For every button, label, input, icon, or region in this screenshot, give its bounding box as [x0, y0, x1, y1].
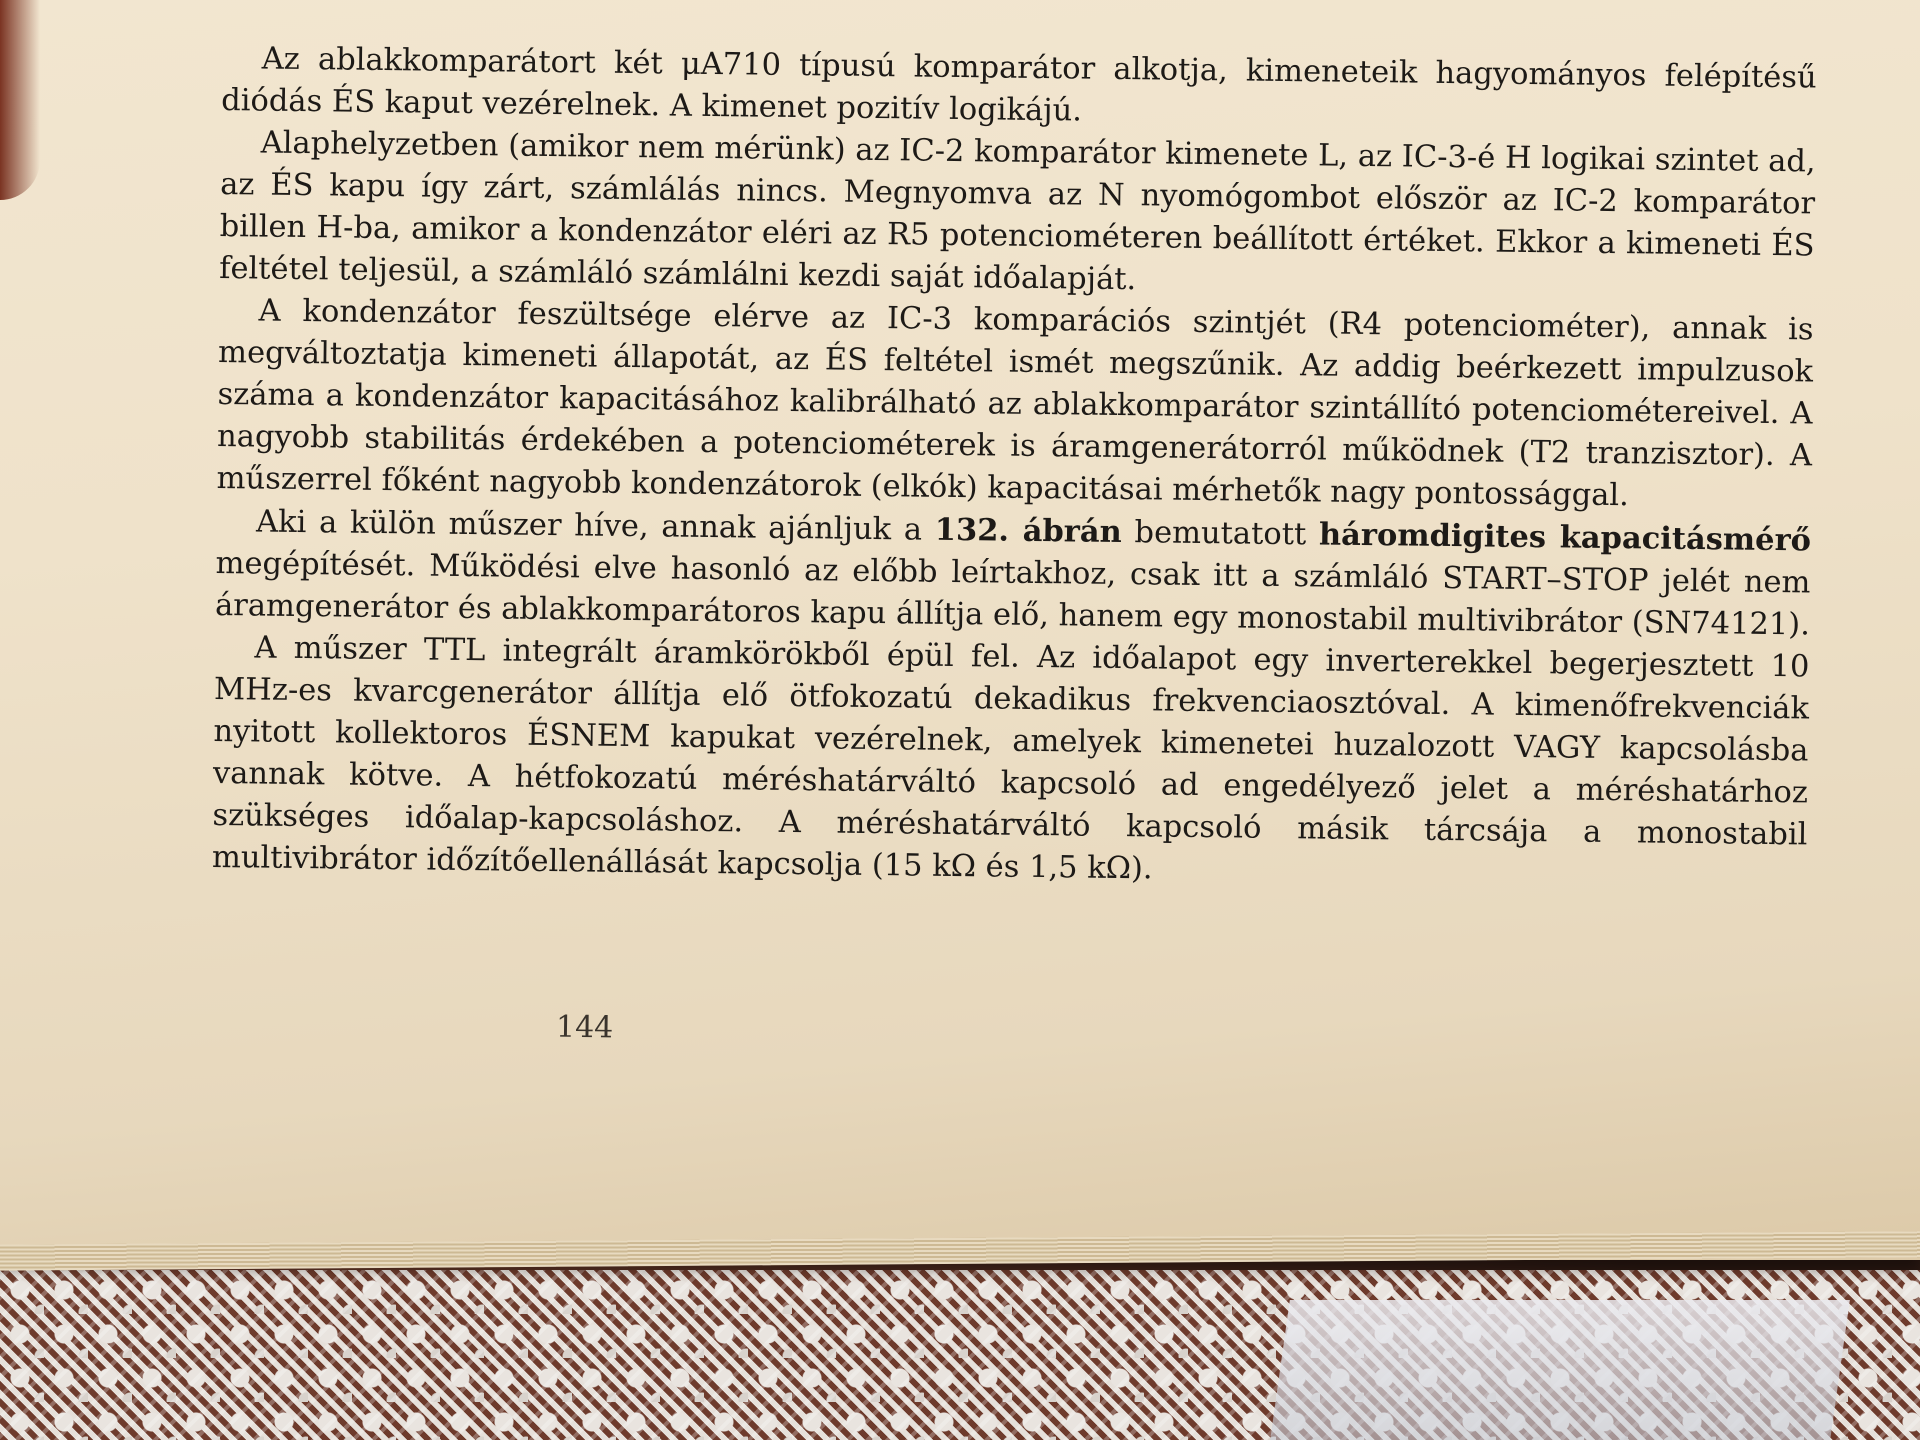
paragraph	[215, 500, 1811, 646]
body-text	[212, 38, 1817, 898]
text-run: Az ablakkomparátort két μA710 típusú komparátor alkotja, kimeneteik hagyományos felépítésű diódás ÉS kaput vezérelnek. A kimenet pozitív logikájú.	[221, 41, 1817, 129]
text-run: A műszer TTL integrált áramkörökből épül fel. Az időalapot egy inverterekkel begerjesztett 10 MHz-es kvarcgenerátor állítja elő ötfokozatú dekadikus frekvenciaosztóval. A kimenőfrekvenciák nyitott kollektoros ÉSNEM kapukat vezérelnek, amelyek kimenetei huzalozott VAGY kapcsolásba vannak kötve. A hétfokozatú méréshatárváltó kapcsoló ad engedélyező jelet a méréshatárhoz szükséges időalap-kapcsoláshoz. A méréshatárváltó kapcsoló másik tárcsája a monostabil multivibrátor időzítőellenállását kapcsolja (15 kΩ és 1,5 kΩ).	[211, 630, 1810, 887]
text-run: Aki a külön műszer híve, annak ajánljuk a	[255, 504, 935, 548]
page-number: 144	[555, 1009, 614, 1046]
text-run: megépítését. Működési elve hasonló az előbb leírtakhoz, csak itt a számláló START–STOP jelét nem áramgenerátor és ablakkomparátoros kapu állítja elő, hanem egy monostabil multivibrátor (SN74121).	[214, 545, 1811, 643]
bold-text: 132. ábrán	[934, 511, 1123, 551]
paragraph	[219, 122, 1816, 309]
paragraph	[212, 627, 1810, 898]
glass-object	[1270, 1300, 1850, 1440]
text-run: A kondenzátor feszültsége elérve az IC-3 komparációs szintjét (R4 potenciométer), annak is megváltoztatja kimeneti állapotát, az ÉS feltétel ismét megszűnik. Az addig beérkezett impulzusok száma a kondenzátor kapacitásához kalibrálható az ablakkomparátor szintállító potenciométereivel. A nagyobb stabilitás érdekében a potenciométerek is áramgenerátorról működnek (T2 tranzisztor). A műszerrel főként nagyobb kondenzátorok (elkók) kapacitásai mérhetők nagy pontossággal.	[216, 293, 1814, 514]
paragraph	[216, 290, 1813, 519]
text-run: bemutatott	[1121, 515, 1320, 553]
text-run: Alaphelyzetben (amikor nem mérünk) az IC-2 komparátor kimenete L, az IC-3-é H logikai szintet ad, az ÉS kapu így zárt, számlálás nincs. Megnyomva az N nyomógombot először az IC-2 komparátor billen H-ba, amikor a kondenzátor eléri az R5 potenciométeren beállított értéket. Ekkor a kimeneti ÉS feltétel teljesül, a számláló számlálni kezdi saját időalapját.	[218, 125, 1816, 298]
left-edge-shadow	[0, 0, 40, 200]
bold-text: háromdigites kapacitásmérő	[1318, 516, 1812, 559]
